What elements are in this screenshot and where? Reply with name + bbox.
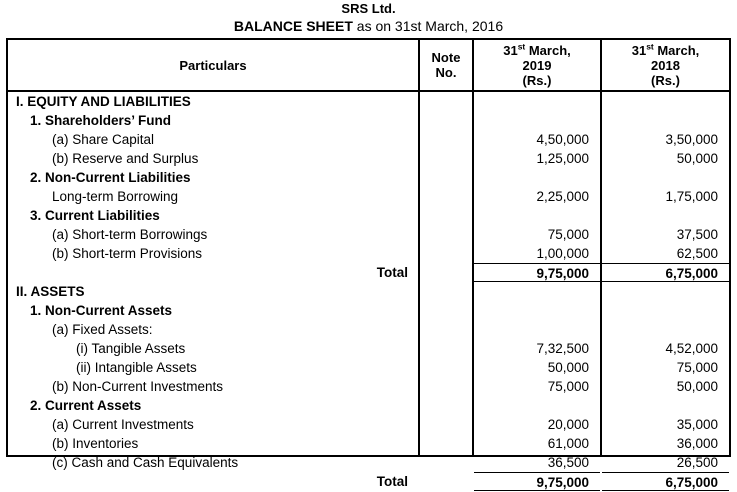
value-cell-2019 <box>474 396 600 415</box>
value-cell-2019 <box>474 111 600 130</box>
value-cell-2018: 26,500 <box>676 455 718 470</box>
column-particulars <box>8 92 420 489</box>
total-label: Total <box>376 265 408 280</box>
particulars-cell: (b) Non-Current Investments <box>52 379 224 394</box>
particulars-cell: 3. Current Liabilities <box>30 208 160 223</box>
header-note-line2: No. <box>435 65 457 80</box>
company-name: SRS Ltd. <box>341 1 396 16</box>
statement-title: BALANCE SHEET <box>233 18 353 34</box>
particulars-cell: (a) Short-term Borrowings <box>52 227 208 242</box>
particulars-cell: (c) Cash and Cash Equivalents <box>52 455 239 470</box>
value-cell-2019: 2,25,000 <box>536 189 589 204</box>
total-value-2019: 9,75,000 <box>474 472 600 491</box>
value-cell-2019: 61,000 <box>547 436 589 451</box>
column-year-2018 <box>602 92 729 490</box>
note-no-cell <box>420 206 472 225</box>
value-cell-2018: 1,75,000 <box>665 189 718 204</box>
header-particulars <box>8 40 420 90</box>
document-titles <box>0 0 737 35</box>
value-cell-2019 <box>474 320 600 339</box>
note-no-cell <box>420 320 472 339</box>
note-no-cell <box>420 301 472 320</box>
particulars-cell: 2. Current Assets <box>30 398 142 413</box>
header-year1-ordinal-suffix: st <box>517 41 526 52</box>
value-cell-2018: 62,500 <box>676 246 718 261</box>
header-note-line1: Note <box>431 50 461 65</box>
total-label: Total <box>376 474 408 489</box>
value-cell-2018: 36,000 <box>676 436 718 451</box>
value-cell-2019: 50,000 <box>547 360 589 375</box>
value-cell-2018: 4,52,000 <box>665 341 718 356</box>
value-cell-2018: 75,000 <box>676 360 718 375</box>
note-no-cell <box>420 225 472 244</box>
value-cell-2019: 75,000 <box>547 227 589 242</box>
header-year2-currency: (Rs.) <box>651 72 680 88</box>
value-cell-2019: 7,32,500 <box>536 341 589 356</box>
value-cell-2018: 50,000 <box>676 379 718 394</box>
value-cell-2018 <box>602 282 729 301</box>
particulars-cell: 1. Non-Current Assets <box>30 303 173 318</box>
value-cell-2019 <box>474 92 600 111</box>
particulars-cell: Long-term Borrowing <box>52 189 179 204</box>
header-year1-month: March, <box>525 42 571 58</box>
header-year2-day: 31 <box>631 42 647 58</box>
note-no-cell <box>420 244 472 263</box>
value-cell-2018 <box>602 301 729 320</box>
note-no-cell <box>420 92 472 111</box>
value-cell-2018 <box>602 206 729 225</box>
particulars-cell: I. EQUITY AND LIABILITIES <box>16 94 191 109</box>
value-cell-2018 <box>602 320 729 339</box>
value-cell-2018 <box>602 168 729 187</box>
value-cell-2019: 1,00,000 <box>536 246 589 261</box>
header-year1-year: 2019 <box>522 57 552 73</box>
note-no-cell <box>420 282 472 301</box>
note-no-cell <box>420 263 472 282</box>
header-year-2018 <box>602 40 729 90</box>
value-cell-2019: 1,25,000 <box>536 151 589 166</box>
header-year-2019 <box>474 40 602 90</box>
value-cell-2019 <box>474 206 600 225</box>
note-no-cell <box>420 396 472 415</box>
note-no-cell <box>420 434 472 453</box>
header-year2-month: March, <box>653 42 700 58</box>
value-cell-2019: 75,000 <box>547 379 589 394</box>
balance-sheet-table <box>6 38 731 490</box>
header-year1-currency: (Rs.) <box>522 72 552 88</box>
note-no-cell <box>420 168 472 187</box>
particulars-cell: 1. Shareholders’ Fund <box>30 113 172 128</box>
value-cell-2019 <box>474 168 600 187</box>
note-no-cell <box>420 358 472 377</box>
header-year1-day: 31 <box>503 42 518 58</box>
particulars-cell: (b) Short-term Provisions <box>52 246 203 261</box>
column-note-no <box>420 92 474 455</box>
value-cell-2019 <box>474 282 600 301</box>
particulars-cell: (b) Reserve and Surplus <box>52 151 199 166</box>
note-no-cell <box>420 415 472 434</box>
value-cell-2019: 36,500 <box>547 455 589 470</box>
header-note-no <box>420 40 474 90</box>
table-body <box>8 92 729 490</box>
value-cell-2018: 50,000 <box>676 151 718 166</box>
value-cell-2019: 20,000 <box>547 417 589 432</box>
note-no-cell <box>420 149 472 168</box>
particulars-cell: (a) Fixed Assets: <box>52 322 153 337</box>
particulars-cell: (a) Share Capital <box>52 132 155 147</box>
note-no-cell <box>420 130 472 149</box>
particulars-cell: (a) Current Investments <box>52 417 194 432</box>
header-year2-year: 2018 <box>651 57 680 73</box>
value-cell-2018: 37,500 <box>676 227 718 242</box>
particulars-cell: (i) Tangible Assets <box>76 341 186 356</box>
note-no-cell <box>420 339 472 358</box>
value-cell-2018 <box>602 92 729 111</box>
value-cell-2019: 4,50,000 <box>536 132 589 147</box>
value-cell-2018 <box>602 396 729 415</box>
particulars-cell: (b) Inventories <box>52 436 139 451</box>
header-particulars-label: Particulars <box>179 57 247 73</box>
note-no-cell <box>420 377 472 396</box>
value-cell-2018: 3,50,000 <box>665 132 718 147</box>
note-no-cell <box>420 472 472 491</box>
total-value-2018: 6,75,000 <box>602 263 729 282</box>
header-year2-ordinal-suffix: st <box>646 41 654 52</box>
total-value-2018: 6,75,000 <box>602 472 729 491</box>
particulars-cell: 2. Non-Current Liabilities <box>30 170 191 185</box>
note-no-cell <box>420 187 472 206</box>
table-header-row <box>8 40 729 92</box>
note-no-cell <box>420 111 472 130</box>
statement-heading <box>0 17 737 35</box>
value-cell-2018 <box>602 111 729 130</box>
column-year-2019 <box>474 92 602 490</box>
value-cell-2018: 35,000 <box>676 417 718 432</box>
header-year1-date <box>476 43 598 58</box>
header-year2-date <box>604 43 727 58</box>
particulars-cell: (ii) Intangible Assets <box>76 360 197 375</box>
value-cell-2019 <box>474 301 600 320</box>
statement-subtitle: as on 31st March, 2016 <box>352 18 504 34</box>
total-value-2019: 9,75,000 <box>474 263 600 282</box>
particulars-cell: II. ASSETS <box>16 284 85 299</box>
